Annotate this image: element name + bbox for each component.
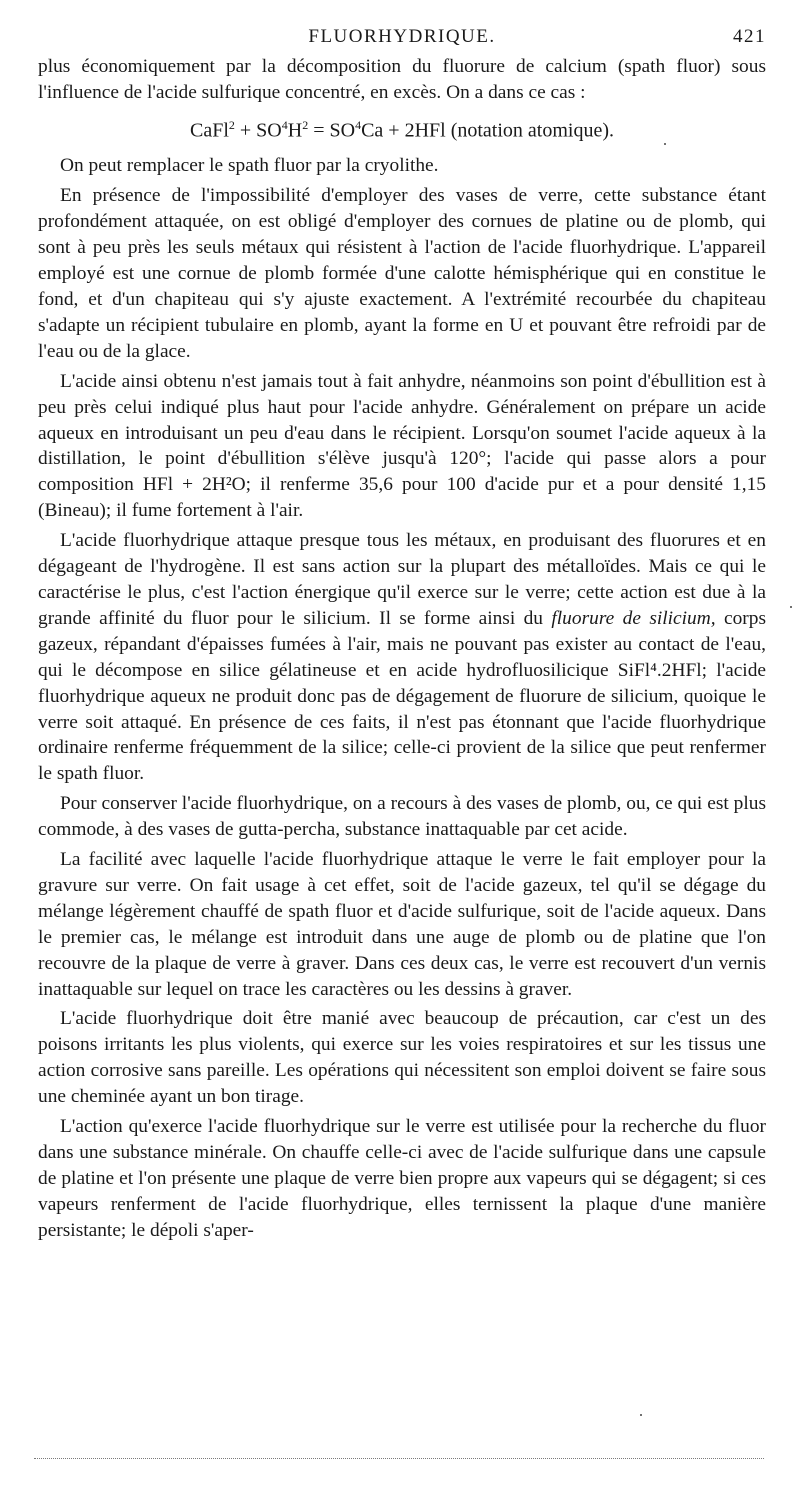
paragraph-engraving: La facilité avec laquelle l'acide fluorhydrique attaque le verre le fait employer pour la gravure sur verre. On fait usage à cet effet, soit de l'acide gazeux, tel qu'il se dégage du mélange légèrement chauffé de spath fluor et d'acide sulfurique, soit de l'acide aqueux. Dans le premier cas, le mélange est introduit dans une auge de plomb ou de platine que l'on recouvre de la plaque de verre à graver. Dans ces deux cas, le verre est recouvert d'un vernis inattaquable sur lequel on trace les caractères ou les dessins à graver.	[38, 849, 766, 1000]
page	[38, 26, 766, 1248]
paragraph-toxicity: L'acide fluorhydrique doit être manié avec beaucoup de précaution, car c'est un des poisons irritants les plus violents, qui exerce sur les voies respiratoires et sur les tissus une action corrosive sans pareille. Les opérations qui nécessitent son emploi doivent se faire sous une cheminée ayant un bon tirage.	[38, 1008, 766, 1108]
print-speck	[790, 606, 792, 608]
formula-sup: 2	[302, 117, 309, 132]
page-number: 421	[733, 26, 766, 47]
formula-part: = SO	[308, 119, 356, 142]
print-speck	[640, 1414, 642, 1416]
silicon-intro: Il se forme ainsi du	[379, 607, 543, 629]
paragraph-metals	[38, 528, 766, 787]
metals-text: L'acide fluorhydrique attaque presque tous les métaux, en produisant des fluorures et en dégageant de l'hydrogène. Il est sans action sur la plupart des métalloïdes. Mais ce qui le caractérise le plus, c'est l'action énergique qu'il exerce sur le verre; cette action est due à la grande affinité du fluor pour le silicium.	[38, 530, 766, 629]
formula-sup: 4	[355, 117, 362, 132]
silicon-text: corps gazeux, répandant d'épaisses fumées à l'air, mais ne pouvant pas exister au contact de l'eau, qui le décompose en silice gélatineuse et en acide hydrofluosilicique SiFl⁴.2HFl; l'acide fluorhydrique aqueux ne produit donc pas de dégagement de fluorure de silicium, quoique le verre soit attaqué. En présence de ces faits, il n'est pas étonnant que l'acide fluorhydrique ordinaire renferme fréquemment de la silice; celle-ci provient de la silice que peut renfermer le spath fluor.	[38, 607, 767, 785]
paragraph-cryolithe: On peut remplacer le spath fluor par la cryolithe.	[60, 155, 439, 177]
formula-part: + SO	[234, 119, 282, 142]
formula-part: CaFl	[190, 119, 229, 142]
body-text	[38, 54, 766, 1244]
paragraph-aqueous-acid: L'acide ainsi obtenu n'est jamais tout à fait anhydre, néanmoins son point d'ébullition est à peu près celui indiqué plus haut pour l'acide anhydre. Généralement on prépare un acide aqueux en introduisant un peu d'eau dans le récipient. Lorsqu'on soumet l'acide aqueux à la distillation, le point d'ébullition s'élève jusqu'à 120°; l'acide qui passe alors a pour composition HFl + 2H²O; il renferme 35,6 pour 100 d'acide pur et a pour densité 1,15 (Bineau); il fume fortement à l'air.	[38, 370, 766, 522]
running-title: FLUORHYDRIQUE.	[308, 26, 496, 47]
running-header	[38, 26, 766, 54]
formula-sup: 2	[228, 117, 235, 132]
formula-part: Ca + 2HFl (notation atomique).	[361, 119, 614, 142]
formula-sup: 4	[281, 117, 288, 132]
paragraph-detection: L'action qu'exerce l'acide fluorhydrique sur le verre est utilisée pour la recherche du fluor dans une substance minérale. On chauffe celle-ci avec de l'acide sulfurique dans une capsule de platine et l'on présente une plaque de verre bien propre aux vapeurs qui se dégagent; si ces vapeurs renferment de l'acide fluorhydrique, elles ternissent la plaque d'une manière persistante; le dépoli s'aper-	[38, 1116, 766, 1241]
formula-part: H	[287, 119, 303, 142]
paragraph-storage: Pour conserver l'acide fluorhydrique, on a recours à des vases de plomb, ou, ce qui est plus commode, à des vases de gutta-percha, substance inattaquable par cet acide.	[38, 793, 766, 841]
paragraph-apparatus: En présence de l'impossibilité d'employer des vases de verre, cette substance étant profondément attaquée, on est obligé d'employer des cornues de platine ou de plomb, qui sont à peu près les seuls métaux qui résistent à l'action de l'acide fluorhydrique. L'appareil employé est une cornue de plomb formée d'une calotte hémisphérique qui en constitue le fond, et d'un chapiteau qui s'y ajuste exactement. A l'extrémité recourbée du chapiteau s'adapte un récipient tubulaire en plomb, ayant la forme en U et pouvant être refroidi par de l'eau ou de la glace.	[38, 185, 766, 362]
footer-dotted-rule	[34, 1458, 764, 1459]
paragraph-continuation: plus économiquement par la décomposition du fluorure de calcium (spath fluor) sous l'influence de l'acide sulfurique concentré, en excès. On a dans ce cas :	[38, 56, 766, 103]
print-speck	[664, 143, 666, 145]
chemical-equation	[38, 112, 766, 144]
italic-term: fluorure de silicium,	[551, 607, 716, 629]
